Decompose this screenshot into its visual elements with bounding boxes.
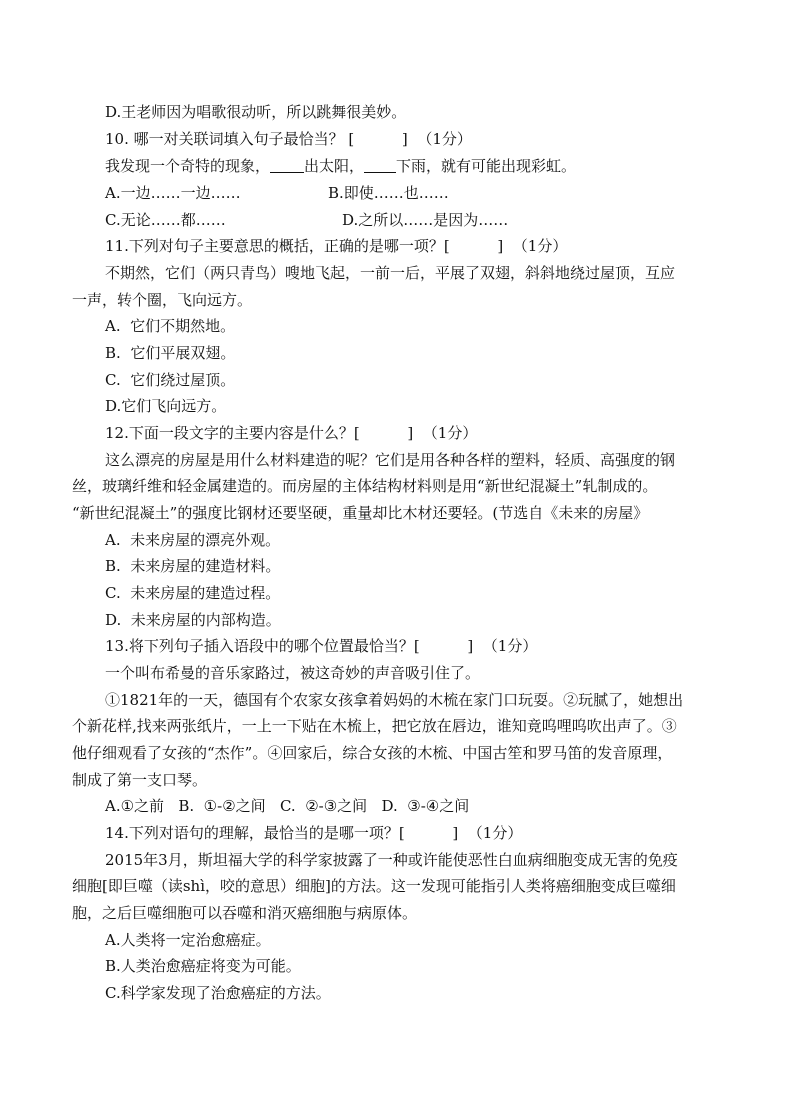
q10-sentence (105, 156, 576, 176)
q11-option-d: D.它们飞向远方。 (105, 397, 227, 415)
q14-passage-line1: 2015年3月，斯坦福大学的科学家披露了一种或许能使恶性白血病细胞变成无害的免疫 (105, 851, 678, 869)
q12-option-d: D. 未来房屋的内部构造。 (105, 611, 281, 629)
q10-blank-1 (270, 158, 304, 173)
q10-blank-2 (364, 158, 396, 173)
q14-passage-line2: 细胞[即巨噬（读shì，咬的意思）细胞]的方法。这一发现可能指引人类将癌细胞变成巨噬细 (72, 877, 676, 895)
q12-option-c: C. 未来房屋的建造过程。 (105, 584, 281, 602)
q10-option-c: C.无论……都…… (105, 211, 226, 229)
q11-option-b: B. 它们平展双翅。 (105, 344, 236, 362)
q13-options: A.①之前 B. ①-②之间 C. ②-③之间 D. ③-④之间 (105, 797, 470, 815)
q12-passage-line1: 这么漂亮的房屋是用什么材料建造的呢？它们是用各种各样的塑料，轻质、高强度的钢 (105, 451, 676, 469)
q13-stem: 13.将下列句子插入语段中的哪个位置最恰当？[ ] （1分） (105, 637, 538, 655)
q12-stem: 12.下面一段文字的主要内容是什么？[ ] （1分） (105, 424, 478, 442)
q10-option-b: B.即使……也…… (328, 184, 449, 202)
q13-passage-line1: ①1821年的一天，德国有个农家女孩拿着妈妈的木梳在家门口玩耍。②玩腻了，她想出 (105, 691, 684, 709)
q11-stem: 11.下列对句子主要意思的概括，正确的是哪一项？[ ] （1分） (105, 237, 568, 255)
q13-insert-sentence: 一个叫布希曼的音乐家路过，被这奇妙的声音吸引住了。 (105, 664, 481, 682)
q11-option-a: A. 它们不期然地。 (105, 317, 236, 335)
q14-option-a: A.人类将一定治愈癌症。 (105, 931, 271, 949)
q12-option-b: B. 未来房屋的建造材料。 (105, 557, 281, 575)
q14-option-c: C.科学家发现了治愈癌症的方法。 (105, 984, 331, 1002)
q14-option-b: B.人类治愈癌症将变为可能。 (105, 957, 301, 975)
q11-passage-line2: 一声，转个圈，飞向远方。 (72, 291, 253, 309)
q9-option-d: D.王老师因为唱歌很动听，所以跳舞很美妙。 (105, 103, 407, 121)
q13-passage-line4: 制成了第一支口琴。 (72, 771, 208, 789)
q10-option-a: A.一边……一边…… (105, 184, 241, 202)
q12-option-a: A. 未来房屋的漂亮外观。 (105, 531, 281, 549)
q14-stem: 14.下列对语句的理解，最恰当的是哪一项？[ ] （1分） (105, 824, 523, 842)
q10-sentence-part3: 下雨，就有可能出现彩虹。 (396, 157, 577, 175)
q12-passage-line3: “新世纪混凝土”的强度比钢材还要坚硬，重量却比木材还要轻。(节选自《未来的房屋》 (72, 504, 649, 522)
q14-passage-line3: 胞，之后巨噬细胞可以吞噬和消灭癌细胞与病原体。 (72, 904, 418, 922)
q11-passage-line1: 不期然，它们（两只青鸟）嗖地飞起，一前一后，平展了双翅，斜斜地绕过屋顶，互应 (105, 264, 676, 282)
q12-passage-line2: 丝，玻璃纤维和轻金属建造的。而房屋的主体结构材料则是用“新世纪混凝土”轧制成的。 (72, 477, 658, 495)
q11-option-c: C. 它们绕过屋顶。 (105, 371, 236, 389)
q10-sentence-part2: 出太阳， (304, 157, 365, 175)
q10-sentence-part1: 我发现一个奇特的现象， (105, 157, 271, 175)
q13-passage-line2: 个新花样,找来两张纸片，一上一下贴在木梳上，把它放在唇边，谁知竟呜哩呜吹出声了。③ (72, 717, 677, 735)
q10-stem: 10. 哪一对关联词填入句子最恰当？ [ ] （1分） (105, 130, 472, 148)
q10-option-d: D.之所以……是因为…… (342, 211, 509, 229)
q13-passage-line3: 他仔细观看了女孩的“杰作”。④回家后，综合女孩的木梳、中国古笙和罗马笛的发音原理， (72, 744, 673, 762)
